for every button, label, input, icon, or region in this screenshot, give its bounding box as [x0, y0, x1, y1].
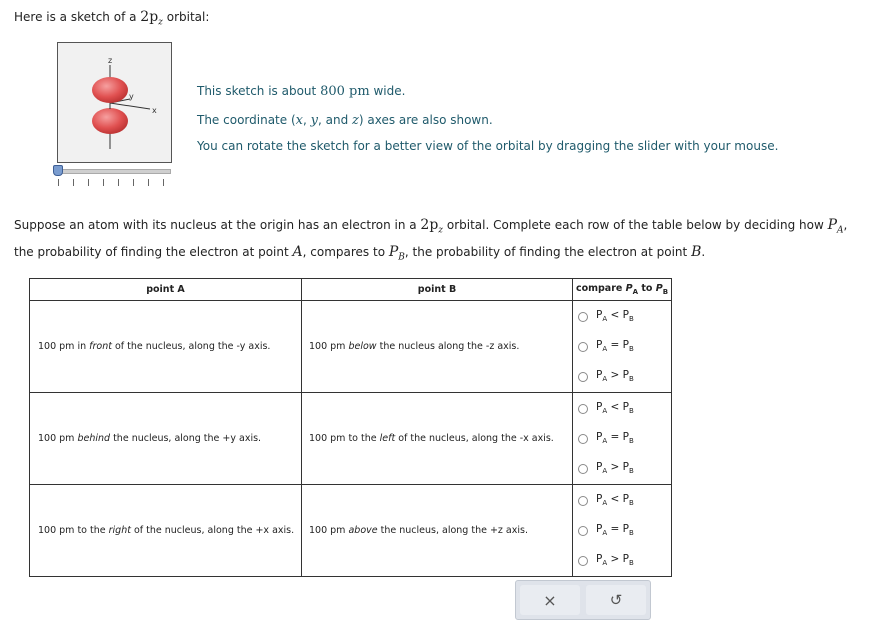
close-icon: ×: [543, 590, 557, 610]
rotation-slider[interactable]: [53, 165, 175, 189]
radio-button[interactable]: [578, 372, 588, 382]
slider-tick: [103, 179, 104, 186]
radio-button[interactable]: [578, 434, 588, 444]
rotate-hint-text: You can rotate the sketch for a better view of the orbital by dragging the slider with your mouse.: [197, 139, 779, 153]
option-less-than[interactable]: $P_A < P_B$: [573, 394, 671, 424]
compare-cell: [573, 393, 672, 485]
question-text: Suppose an atom with its nucleus at the origin has an electron in a $2p_z$ orbital. Complete each row of the table below by deciding how $P_A$, the probability of finding the electron at point A, compares to $P_B$, the probability of finding the electron at point B.: [14, 217, 848, 263]
orbital-image: [58, 43, 171, 162]
intro-text: Here is a sketch of a $2p_z$ orbital:: [14, 9, 210, 28]
radio-button[interactable]: [578, 496, 588, 506]
header-point-b: point B: [302, 279, 573, 301]
radio-button[interactable]: [578, 312, 588, 322]
axes-text: The coordinate (x, y, and z) axes are also shown.: [197, 113, 493, 128]
slider-tick: [88, 179, 89, 186]
radio-button[interactable]: [578, 342, 588, 352]
point-a-cell: 100 pm behind the nucleus, along the +y axis.: [30, 393, 302, 485]
radio-button[interactable]: [578, 556, 588, 566]
x-axis-line: [110, 103, 150, 109]
slider-tick: [118, 179, 119, 186]
option-equal[interactable]: $P_A = P_B$: [573, 424, 671, 454]
sketch-size-text: This sketch is about 800 pm wide.: [197, 84, 406, 99]
undo-icon: ↺: [609, 591, 623, 609]
slider-handle[interactable]: [53, 165, 63, 176]
option-equal[interactable]: $P_A = P_B$: [573, 332, 671, 362]
header-point-a: point A: [30, 279, 302, 301]
table-row: [30, 301, 672, 393]
radio-button[interactable]: [578, 526, 588, 536]
slider-track[interactable]: [57, 169, 171, 174]
point-b-cell: 100 pm above the nucleus, along the +z axis.: [302, 485, 573, 577]
clear-button[interactable]: [520, 585, 580, 615]
option-less-than[interactable]: $P_A < P_B$: [573, 486, 671, 516]
slider-tick: [163, 179, 164, 186]
reset-button[interactable]: [586, 585, 646, 615]
table-row: [30, 393, 672, 485]
option-equal[interactable]: $P_A = P_B$: [573, 516, 671, 546]
lower-lobe: [92, 108, 128, 134]
point-a-cell: 100 pm to the right of the nucleus, along the +x axis.: [30, 485, 302, 577]
header-compare: compare $P_A$ to $P_B$: [573, 279, 672, 301]
table-row: [30, 485, 672, 577]
option-greater-than[interactable]: $P_A > P_B$: [573, 362, 671, 392]
action-bar: [515, 580, 651, 620]
orbital-sketch: [57, 42, 172, 163]
radio-button[interactable]: [578, 404, 588, 414]
option-greater-than[interactable]: $P_A > P_B$: [573, 546, 671, 576]
upper-lobe: [92, 77, 128, 103]
option-greater-than[interactable]: $P_A > P_B$: [573, 454, 671, 484]
axis-label-z: z: [108, 56, 113, 65]
slider-tick: [133, 179, 134, 186]
compare-cell: [573, 301, 672, 393]
slider-tick: [73, 179, 74, 186]
table-header-row: [30, 279, 672, 301]
point-a-cell: 100 pm in front of the nucleus, along the -y axis.: [30, 301, 302, 393]
compare-cell: [573, 485, 672, 577]
point-b-cell: 100 pm to the left of the nucleus, along the -x axis.: [302, 393, 573, 485]
option-less-than[interactable]: $P_A < P_B$: [573, 302, 671, 332]
axis-label-y: y: [129, 92, 134, 101]
point-b-cell: 100 pm below the nucleus along the -z axis.: [302, 301, 573, 393]
comparison-table: [29, 278, 672, 577]
axis-label-x: x: [152, 106, 157, 115]
radio-button[interactable]: [578, 464, 588, 474]
slider-tick: [148, 179, 149, 186]
slider-tick: [58, 179, 59, 186]
